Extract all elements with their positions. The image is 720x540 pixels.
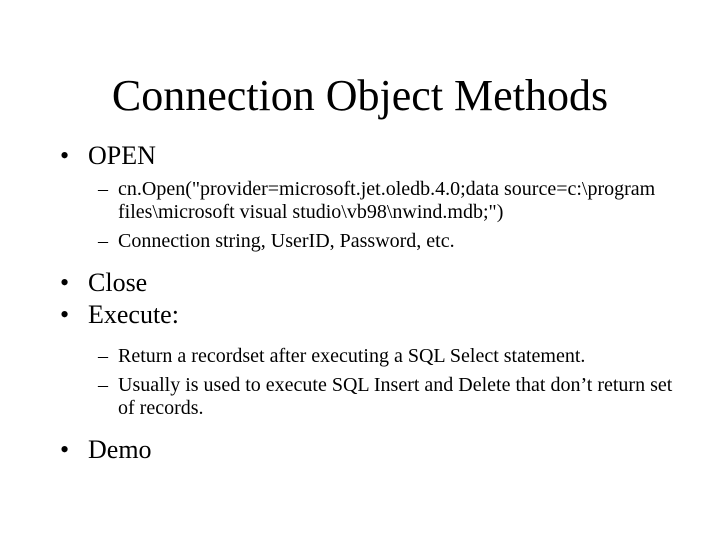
bullet-open: [60, 140, 680, 172]
bullet-execute: [60, 299, 680, 331]
subitem-insert-delete: [60, 374, 680, 420]
dash-icon: –: [98, 345, 108, 367]
subitem-text: Connection string, UserID, Password, etc.: [118, 230, 455, 252]
subitem-return-recordset: [60, 345, 680, 368]
subitem-text: Return a recordset after executing a SQL Select statement.: [118, 345, 586, 367]
subitem-text: Usually is used to execute SQL Insert and Delete that don’t return set of records.: [118, 374, 673, 419]
bullet-text: Demo: [88, 435, 152, 464]
subitem-open-code: [60, 178, 680, 224]
dash-icon: –: [98, 230, 108, 252]
slide-title: Connection Object Methods: [111, 71, 609, 120]
subitem-text: cn.Open("provider=microsoft.jet.oledb.4.0;data source=c:\program files\microsoft visual studio\vb98\nwind.mdb;"): [118, 178, 656, 223]
bullet-text: OPEN: [88, 141, 156, 170]
dash-icon: –: [98, 178, 108, 200]
bullet-icon: •: [60, 435, 70, 464]
bullet-demo: [60, 434, 680, 466]
bullet-icon: •: [60, 300, 70, 329]
bullet-icon: •: [60, 268, 70, 297]
bullet-list: [60, 140, 680, 466]
bullet-close: [60, 267, 680, 299]
subitem-connection-string: [60, 230, 680, 253]
bullet-icon: •: [60, 141, 70, 170]
dash-icon: –: [98, 374, 108, 396]
bullet-text: Close: [88, 268, 148, 297]
bullet-text: Execute:: [88, 300, 179, 329]
